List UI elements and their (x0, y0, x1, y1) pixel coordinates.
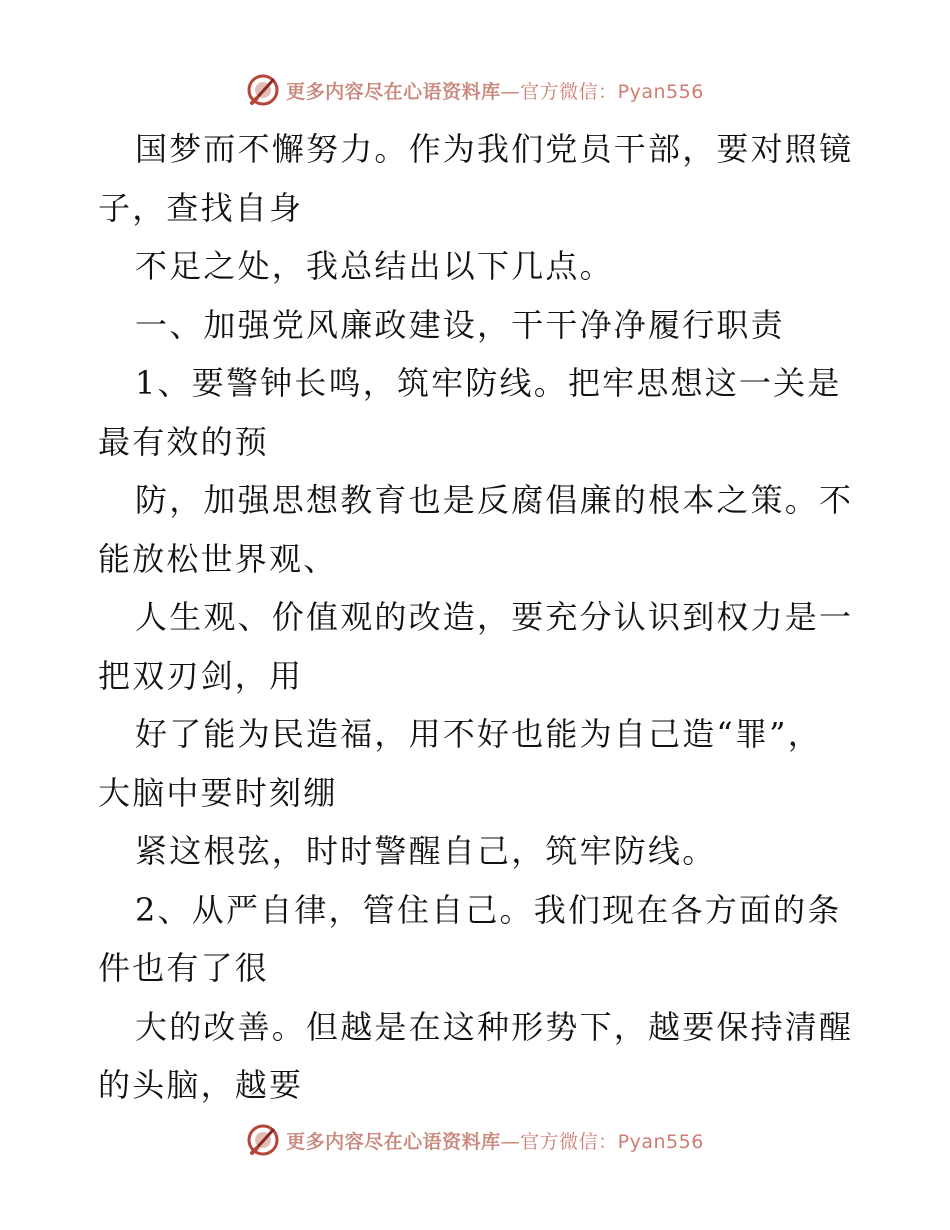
watermark-wechat-text: —官方微信：Pyan556 (500, 1130, 704, 1153)
text-line: 把双刃剑，用 (98, 656, 304, 695)
brush-logo-icon (246, 1123, 280, 1157)
text-line: 人生观、价值观的改造，要充分认识到权力是一 (135, 598, 854, 636)
watermark-wechat-text: —官方微信：Pyan556 (500, 80, 704, 103)
watermark-lead-text: 更多内容尽在心语资料库 (286, 80, 501, 103)
text-line: 的头脑，越要 (98, 1066, 304, 1104)
header-watermark-banner (0, 70, 950, 110)
text-line: 最有效的预 (98, 422, 270, 461)
document-body (98, 120, 858, 1115)
text-line: 国梦而不懈努力。作为我们党员干部，要对照镜 (135, 130, 854, 168)
text-line: 不足之处，我总结出以下几点。 (135, 247, 614, 285)
text-line: 能放松世界观、 (98, 539, 338, 578)
section-heading: 一、加强党风廉政建设，干干净净履行职责 (135, 305, 785, 344)
brush-logo-icon (246, 73, 280, 107)
footer-watermark-banner (0, 1120, 950, 1160)
text-line: 1、要警钟长鸣，筑牢防线。把牢思想这一关是 (135, 364, 842, 402)
text-line: 防，加强思想教育也是反腐倡廉的根本之策。不 (135, 481, 854, 519)
text-line: 紧这根弦，时时警醒自己，筑牢防线。 (135, 832, 717, 870)
watermark-text (286, 1127, 704, 1154)
text-line: 好了能为民造福，用不好也能为自己造“罪”， (135, 715, 822, 753)
watermark-text (286, 77, 704, 104)
text-line: 件也有了很 (98, 949, 270, 987)
text-line: 子，查找自身 (98, 188, 304, 227)
text-line: 2、从严自律，管住自己。我们现在各方面的条 (135, 890, 842, 929)
watermark-lead-text: 更多内容尽在心语资料库 (286, 1130, 501, 1153)
text-line: 大的改善。但越是在这种形势下，越要保持清醒 (135, 1007, 854, 1046)
text-line: 大脑中要时刻绷 (98, 773, 338, 812)
